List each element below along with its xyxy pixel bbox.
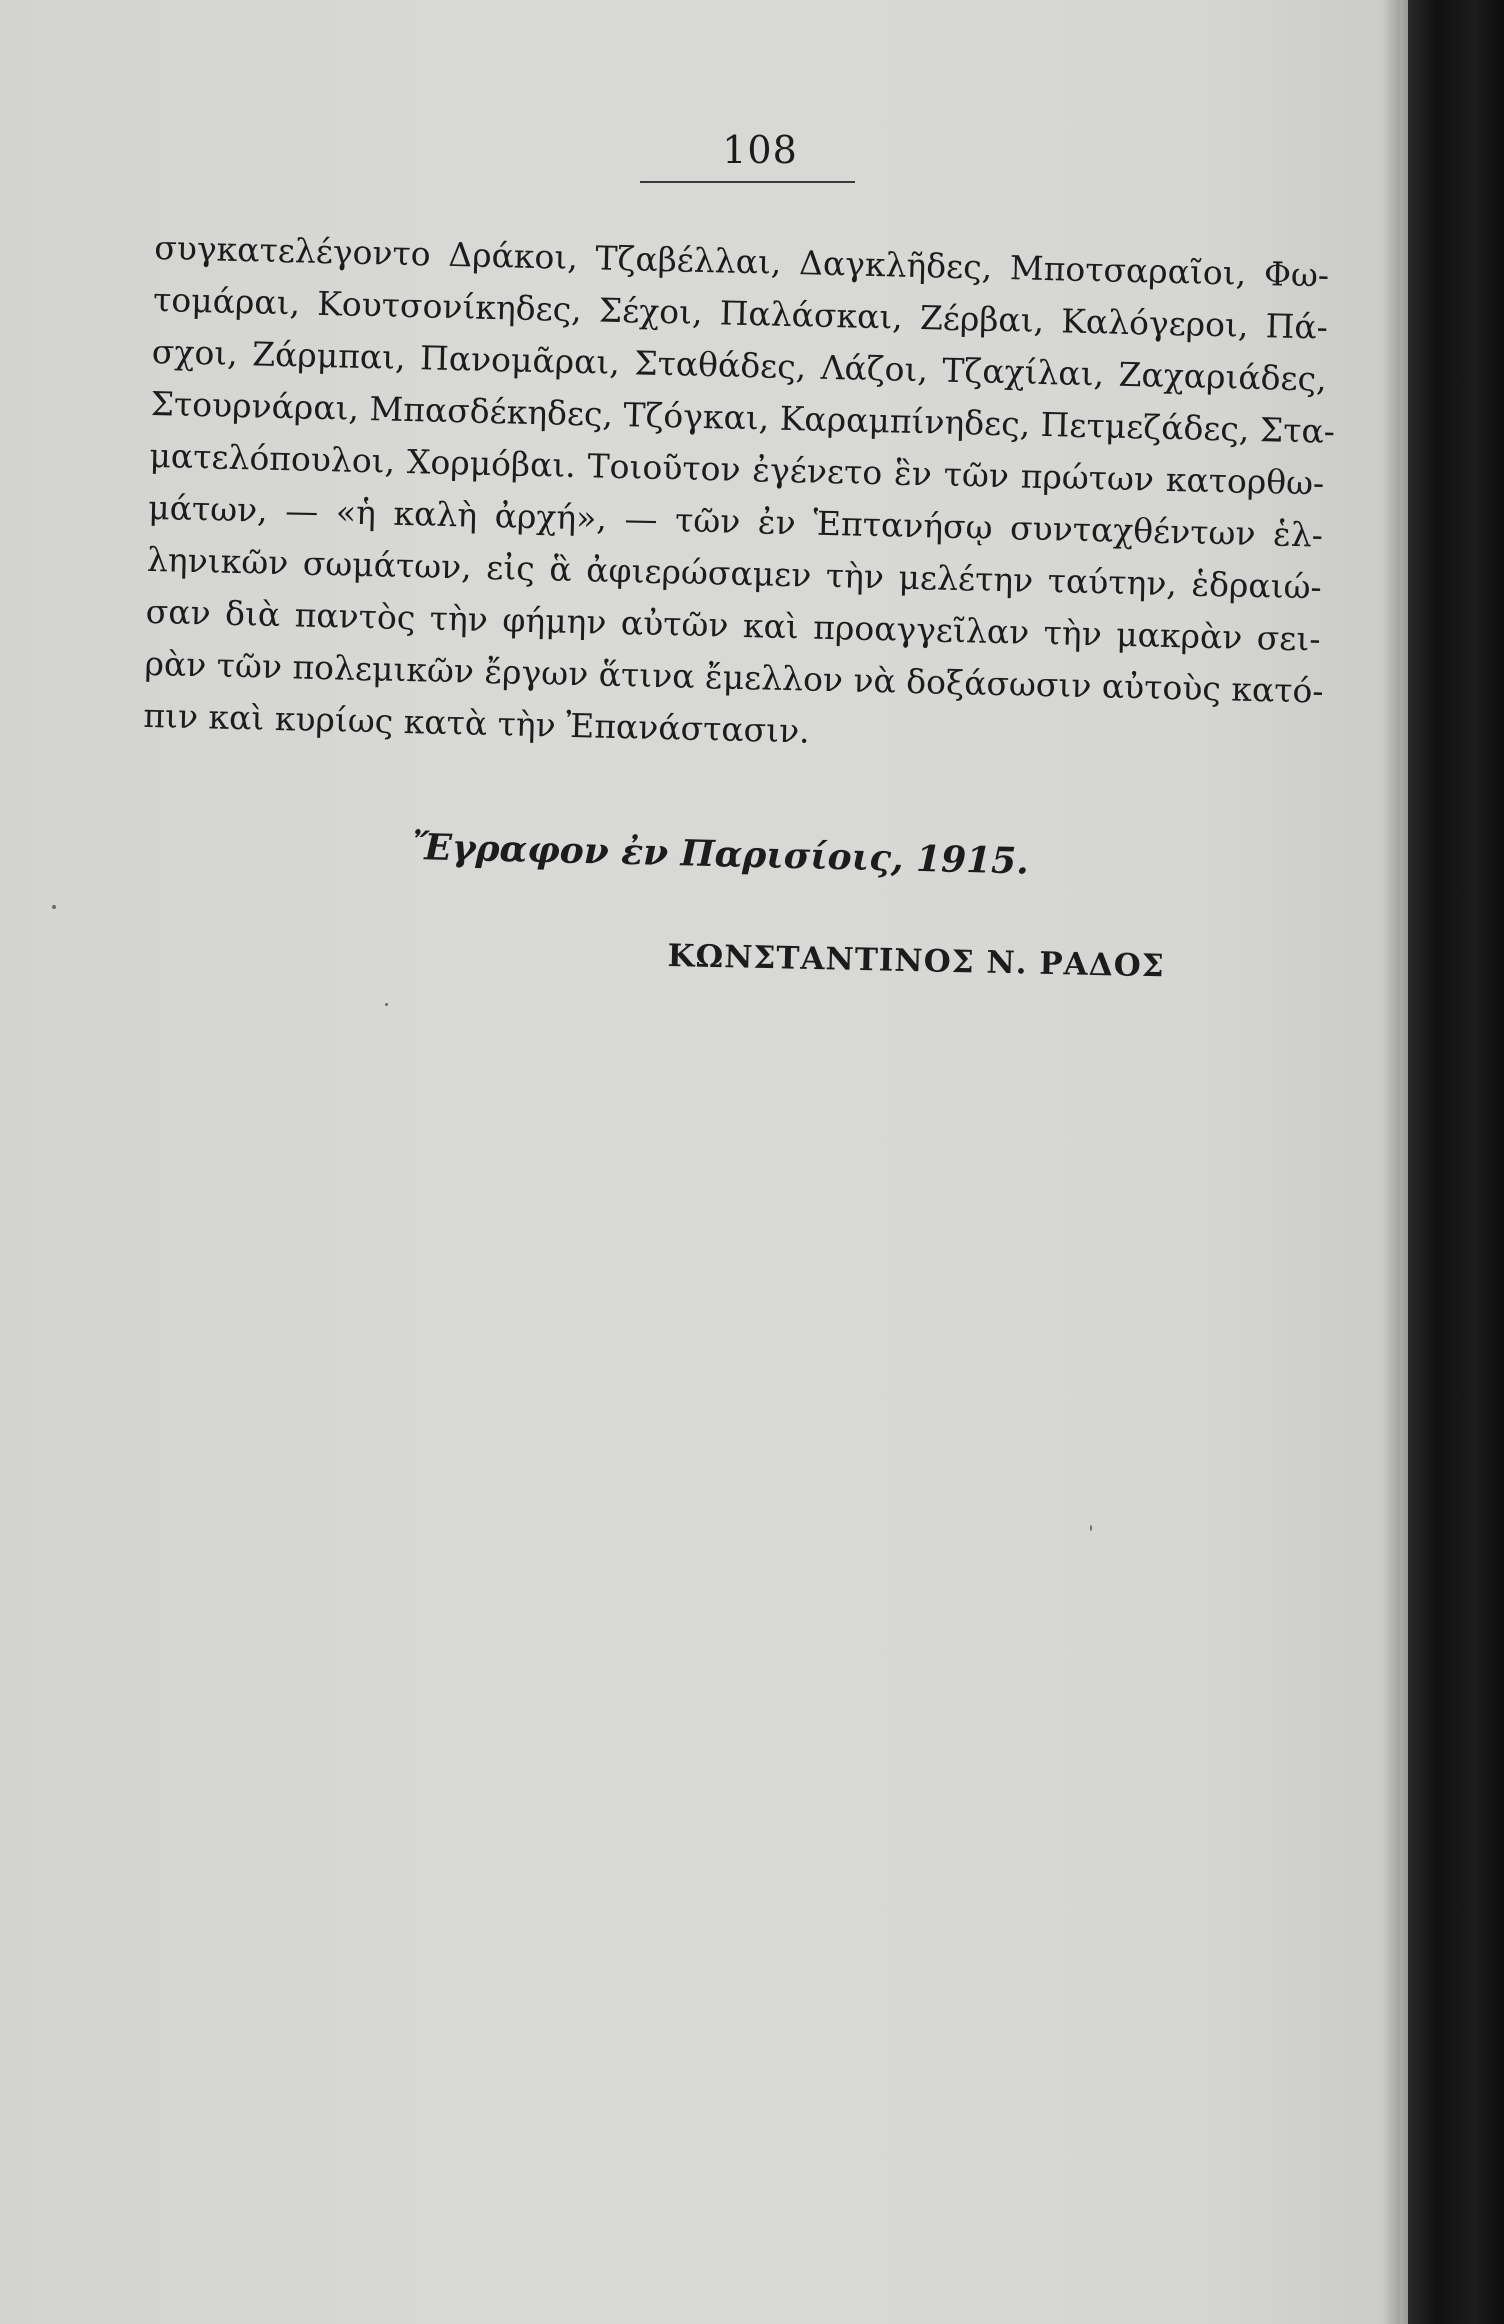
book-spine xyxy=(1408,0,1504,2324)
text-line: σχοι, Ζάρμπαι, Πανομᾶραι, Σταθάδες, Λάζοι, Τζαχίλαι, Ζαχαριάδες, xyxy=(151,331,1328,399)
body-text xyxy=(142,222,1336,770)
paper-speck xyxy=(1090,1525,1092,1531)
text-line: πιν καὶ κυρίως κατὰ τὴν Ἐπανάστασιν. xyxy=(142,695,811,751)
paper-speck xyxy=(385,1003,388,1006)
text-line: ρὰν τῶν πολεμικῶν ἔργων ἅτινα ἔμελλον νὰ δοξάσωσιν αὐτοὺς κατό- xyxy=(144,643,1325,711)
text-line: τομάραι, Κουτσονίκηδες, Σέχοι, Παλάσκαι, Ζέρβαι, Καλόγεροι, Πά- xyxy=(152,279,1329,347)
author-signature: ΚΩΝΣΤΑΝΤΙΝΟΣ Ν. ΡΑΔΟΣ xyxy=(667,938,1166,985)
text-line: συγκατελέγοντο Δράκοι, Τζαβέλλαι, Δαγκλῆδες, Μποτσαραῖοι, Φω- xyxy=(153,227,1330,295)
dateline: Ἔγραφον ἐν Παρισίοις, 1915. xyxy=(412,826,1030,883)
paper-speck xyxy=(52,905,56,909)
page-number-rule xyxy=(640,181,855,183)
text-line: ληνικῶν σωμάτων, εἰς ἃ ἀφιερώσαμεν τὴν μελέτην ταύτην, ἑδραιώ- xyxy=(146,539,1323,607)
page-number: 108 xyxy=(722,128,798,172)
text-line: σαν διὰ παντὸς τὴν φήμην αὐτῶν καὶ προαγγεῖλαν τὴν μακρὰν σει- xyxy=(145,591,1321,659)
text-line: μάτων, — «ἡ καλὴ ἀρχή», — τῶν ἐν Ἑπτανήσῳ συνταχθέντων ἑλ- xyxy=(147,487,1324,555)
page-gutter-shadow xyxy=(1382,0,1408,2324)
text-line: Στουρνάραι, Μπασδέκηδες, Τζόγκαι, Καραμπίνηδες, Πετμεζάδες, Στα- xyxy=(150,383,1336,451)
text-line: ματελόπουλοι, Χορμόβαι. Τοιοῦτον ἐγένετο ἓν τῶν πρώτων κατορθω- xyxy=(149,435,1325,503)
